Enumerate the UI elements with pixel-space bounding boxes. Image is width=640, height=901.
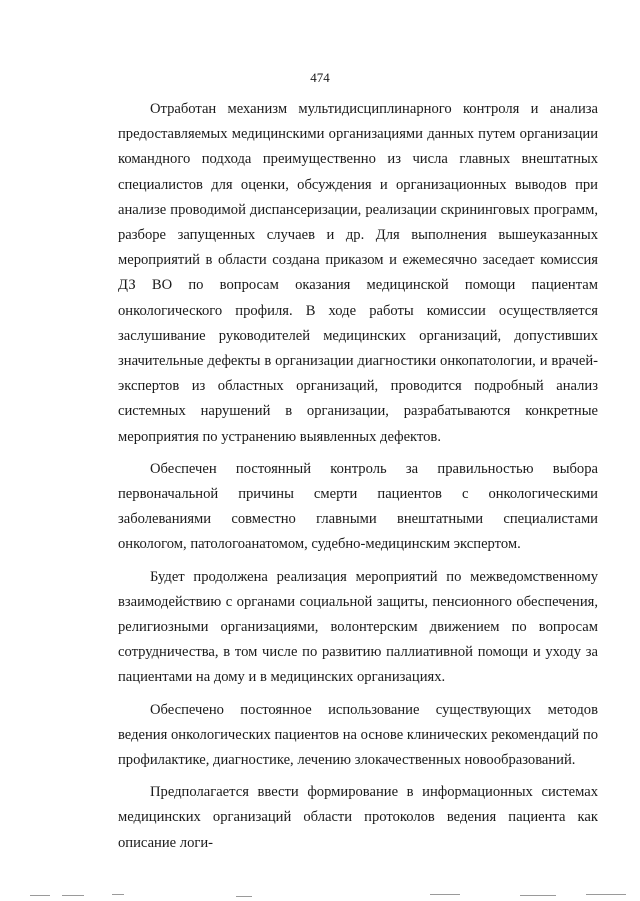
scan-line [112, 894, 124, 895]
paragraph: Обеспечено постоянное использование существующих методов ведения онкологических пациентов на основе клинических рекомендаций по профилактике, диагностике, лечению злокачественных новообразований. [118, 701, 598, 769]
paragraph: Отработан механизм мультидисциплинарного контроля и анализа предоставляемых медицинскими организациями данных путем организации командного подхода преимущественно из числа главных внештатных специалистов для оценки, обсуждения и организационных выводов при анализе проводимой диспансеризации, реализации скрининговых программ, разборе запущенных случаев и др. Для выполнения вышеуказанных мероприятий в области создана приказом и ежемесячно заседает комиссия ДЗ ВО по вопросам оказания медицинской помощи пациентам онкологического профиля. В ходе работы комиссии осуществляется заслушивание руководителей медицинских организаций, допустивших значительные дефекты в организации диагностики онкопатологии, и врачей-экспертов из областных организаций, проводится подробный анализ системных нарушений в организации, разрабатываются конкретные мероприятия по устранению выявленных дефектов. [118, 101, 598, 445]
paragraph: Предполагается ввести формирование в информационных системах медицинских организаций области протоколов ведения пациента как описание логи- [118, 784, 598, 851]
paragraph: Будет продолжена реализация мероприятий по межведомственному взаимодействию с органами социальной защиты, пенсионного обеспечения, религиозными организациями, волонтерским движением по вопросам сотрудничества, в том числе по развитию паллиативной помощи и уходу за пациентами на дому и в медицинских организациях. [118, 568, 598, 686]
scan-line [586, 894, 626, 895]
paragraph: Обеспечен постоянный контроль за правильностью выбора первоначальной причины смерти пациентов с онкологическими заболеваниями совместно главными внештатными специалистами онкологом, патологоанатомом, судебно-медицинским экспертом. [118, 460, 598, 553]
page-number: 474 [310, 70, 330, 85]
scan-artifact-strip [0, 885, 640, 901]
scan-line [430, 894, 460, 895]
scan-line [520, 895, 556, 896]
scan-line [236, 896, 252, 897]
document-body [118, 97, 598, 856]
scan-line [62, 895, 84, 896]
scan-line [30, 895, 50, 896]
